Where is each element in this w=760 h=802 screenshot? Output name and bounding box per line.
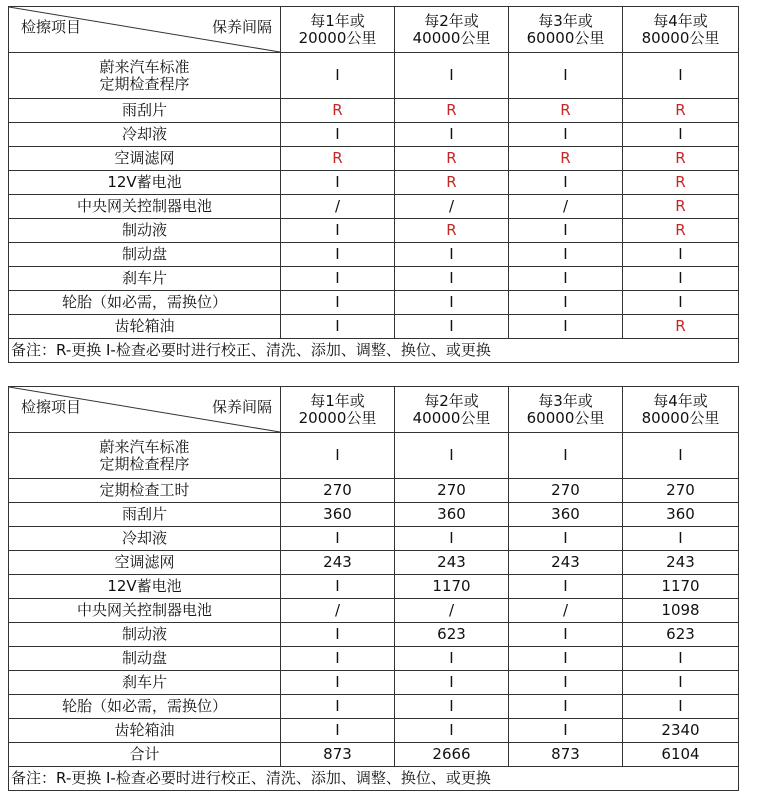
value-cell: I bbox=[623, 695, 739, 719]
value-cell: 1170 bbox=[395, 575, 509, 599]
value-cell: I bbox=[395, 123, 509, 147]
value-cell: I bbox=[509, 719, 623, 743]
value-cell: 873 bbox=[281, 743, 395, 767]
interval-column-label: 保养间隔 bbox=[211, 18, 272, 36]
value-cell: I bbox=[509, 267, 623, 291]
value-cell: 270 bbox=[281, 479, 395, 503]
value-cell: I bbox=[623, 671, 739, 695]
note-text: 备注：R-更换 I-检查必要时进行校正、清洗、添加、调整、换位、或更换 bbox=[9, 767, 739, 791]
value-cell: I bbox=[281, 433, 395, 479]
item-cell: 雨刮片 bbox=[9, 99, 281, 123]
value-cell: I bbox=[623, 527, 739, 551]
value-cell: I bbox=[509, 53, 623, 99]
value-cell: R bbox=[623, 99, 739, 123]
value-cell: I bbox=[395, 243, 509, 267]
value-cell: I bbox=[509, 291, 623, 315]
interval-header-cell: 每4年或 80000公里 bbox=[623, 387, 739, 433]
value-cell: 623 bbox=[395, 623, 509, 647]
table-row bbox=[9, 479, 739, 503]
table-body bbox=[9, 387, 739, 791]
value-cell: 360 bbox=[281, 503, 395, 527]
value-cell: R bbox=[395, 147, 509, 171]
table-row bbox=[9, 599, 739, 623]
item-cell: 刹车片 bbox=[9, 671, 281, 695]
diagonal-header-cell bbox=[9, 7, 281, 53]
value-cell: I bbox=[623, 123, 739, 147]
value-cell: / bbox=[395, 195, 509, 219]
item-cell: 空调滤网 bbox=[9, 147, 281, 171]
note-text: 备注：R-更换 I-检查必要时进行校正、清洗、添加、调整、换位、或更换 bbox=[9, 339, 739, 363]
table-row bbox=[9, 195, 739, 219]
value-cell: R bbox=[623, 315, 739, 339]
value-cell: I bbox=[509, 671, 623, 695]
interval-column-label: 保养间隔 bbox=[211, 398, 272, 416]
maintenance-cost-table bbox=[8, 386, 739, 791]
value-cell: I bbox=[509, 695, 623, 719]
item-cell: 齿轮箱油 bbox=[9, 315, 281, 339]
interval-header-cell: 每1年或 20000公里 bbox=[281, 7, 395, 53]
value-cell: I bbox=[281, 527, 395, 551]
value-cell: 270 bbox=[509, 479, 623, 503]
item-cell: 中央网关控制器电池 bbox=[9, 195, 281, 219]
value-cell: I bbox=[281, 267, 395, 291]
value-cell: 2666 bbox=[395, 743, 509, 767]
value-cell: I bbox=[395, 647, 509, 671]
item-cell: 刹车片 bbox=[9, 267, 281, 291]
table-row bbox=[9, 647, 739, 671]
interval-header-cell: 每4年或 80000公里 bbox=[623, 7, 739, 53]
value-cell: 270 bbox=[395, 479, 509, 503]
value-cell: I bbox=[395, 267, 509, 291]
value-cell: I bbox=[623, 433, 739, 479]
value-cell: I bbox=[623, 243, 739, 267]
item-cell: 制动盘 bbox=[9, 243, 281, 267]
table-row bbox=[9, 267, 739, 291]
value-cell: I bbox=[509, 123, 623, 147]
value-cell: 2340 bbox=[623, 719, 739, 743]
table-row bbox=[9, 99, 739, 123]
table-row bbox=[9, 433, 739, 479]
value-cell: I bbox=[395, 53, 509, 99]
interval-header-cell: 每2年或 40000公里 bbox=[395, 387, 509, 433]
value-cell: 270 bbox=[623, 479, 739, 503]
header-row bbox=[9, 7, 739, 53]
value-cell: 243 bbox=[509, 551, 623, 575]
value-cell: 360 bbox=[623, 503, 739, 527]
table-row bbox=[9, 671, 739, 695]
value-cell: R bbox=[281, 147, 395, 171]
item-cell: 雨刮片 bbox=[9, 503, 281, 527]
table-row bbox=[9, 719, 739, 743]
item-cell: 制动液 bbox=[9, 219, 281, 243]
item-cell: 合计 bbox=[9, 743, 281, 767]
interval-header-cell: 每3年或 60000公里 bbox=[509, 7, 623, 53]
value-cell: I bbox=[395, 291, 509, 315]
value-cell: I bbox=[281, 171, 395, 195]
interval-header-cell: 每1年或 20000公里 bbox=[281, 387, 395, 433]
value-cell: / bbox=[509, 599, 623, 623]
value-cell: I bbox=[623, 53, 739, 99]
value-cell: R bbox=[395, 171, 509, 195]
value-cell: 873 bbox=[509, 743, 623, 767]
value-cell: I bbox=[281, 291, 395, 315]
item-column-label: 检擦项目 bbox=[21, 398, 82, 416]
table-row bbox=[9, 291, 739, 315]
table-row bbox=[9, 147, 739, 171]
item-cell: 空调滤网 bbox=[9, 551, 281, 575]
value-cell: 243 bbox=[395, 551, 509, 575]
interval-header-cell: 每3年或 60000公里 bbox=[509, 387, 623, 433]
value-cell: R bbox=[509, 147, 623, 171]
value-cell: I bbox=[509, 433, 623, 479]
value-cell: I bbox=[395, 433, 509, 479]
item-cell: 12V蓄电池 bbox=[9, 171, 281, 195]
item-cell: 蔚来汽车标准 定期检查程序 bbox=[9, 433, 281, 479]
value-cell: 6104 bbox=[623, 743, 739, 767]
item-cell: 制动盘 bbox=[9, 647, 281, 671]
table-row bbox=[9, 123, 739, 147]
value-cell: R bbox=[623, 147, 739, 171]
value-cell: R bbox=[509, 99, 623, 123]
value-cell: I bbox=[395, 671, 509, 695]
value-cell: I bbox=[281, 123, 395, 147]
value-cell: I bbox=[509, 243, 623, 267]
value-cell: R bbox=[623, 219, 739, 243]
item-cell: 轮胎（如必需，需换位） bbox=[9, 291, 281, 315]
value-cell: R bbox=[281, 99, 395, 123]
table-body bbox=[9, 7, 739, 363]
item-cell: 12V蓄电池 bbox=[9, 575, 281, 599]
item-cell: 轮胎（如必需，需换位） bbox=[9, 695, 281, 719]
value-cell: I bbox=[509, 575, 623, 599]
interval-header-cell: 每2年或 40000公里 bbox=[395, 7, 509, 53]
value-cell: R bbox=[623, 171, 739, 195]
value-cell: I bbox=[281, 695, 395, 719]
table-row bbox=[9, 527, 739, 551]
value-cell: 1098 bbox=[623, 599, 739, 623]
table-row bbox=[9, 315, 739, 339]
value-cell: I bbox=[281, 719, 395, 743]
value-cell: I bbox=[281, 243, 395, 267]
value-cell: I bbox=[281, 623, 395, 647]
table-row bbox=[9, 551, 739, 575]
value-cell: I bbox=[623, 291, 739, 315]
value-cell: I bbox=[509, 527, 623, 551]
value-cell: 360 bbox=[509, 503, 623, 527]
value-cell: I bbox=[281, 647, 395, 671]
table-row bbox=[9, 243, 739, 267]
value-cell: I bbox=[395, 719, 509, 743]
value-cell: / bbox=[281, 599, 395, 623]
item-cell: 冷却液 bbox=[9, 527, 281, 551]
item-cell: 制动液 bbox=[9, 623, 281, 647]
value-cell: 243 bbox=[281, 551, 395, 575]
note-row bbox=[9, 767, 739, 791]
value-cell: / bbox=[281, 195, 395, 219]
table-row bbox=[9, 503, 739, 527]
value-cell: 1170 bbox=[623, 575, 739, 599]
table-row bbox=[9, 171, 739, 195]
value-cell: I bbox=[623, 267, 739, 291]
item-cell: 中央网关控制器电池 bbox=[9, 599, 281, 623]
value-cell: / bbox=[509, 195, 623, 219]
value-cell: I bbox=[509, 171, 623, 195]
table-row bbox=[9, 219, 739, 243]
note-row bbox=[9, 339, 739, 363]
value-cell: I bbox=[395, 315, 509, 339]
value-cell: I bbox=[509, 623, 623, 647]
value-cell: I bbox=[509, 219, 623, 243]
value-cell: 623 bbox=[623, 623, 739, 647]
value-cell: I bbox=[623, 647, 739, 671]
value-cell: I bbox=[281, 671, 395, 695]
value-cell: I bbox=[281, 575, 395, 599]
value-cell: I bbox=[281, 219, 395, 243]
value-cell: I bbox=[395, 527, 509, 551]
table-row bbox=[9, 695, 739, 719]
value-cell: 360 bbox=[395, 503, 509, 527]
value-cell: I bbox=[509, 647, 623, 671]
table-row bbox=[9, 623, 739, 647]
value-cell: I bbox=[509, 315, 623, 339]
value-cell: I bbox=[395, 695, 509, 719]
item-cell: 冷却液 bbox=[9, 123, 281, 147]
value-cell: R bbox=[395, 219, 509, 243]
item-cell: 蔚来汽车标准 定期检查程序 bbox=[9, 53, 281, 99]
table-row bbox=[9, 53, 739, 99]
value-cell: I bbox=[281, 315, 395, 339]
item-cell: 定期检查工时 bbox=[9, 479, 281, 503]
maintenance-schedule-table bbox=[8, 6, 739, 363]
value-cell: R bbox=[395, 99, 509, 123]
item-cell: 齿轮箱油 bbox=[9, 719, 281, 743]
diagonal-header-cell bbox=[9, 387, 281, 433]
table-row bbox=[9, 743, 739, 767]
value-cell: 243 bbox=[623, 551, 739, 575]
item-column-label: 检擦项目 bbox=[21, 18, 82, 36]
value-cell: R bbox=[623, 195, 739, 219]
value-cell: / bbox=[395, 599, 509, 623]
header-row bbox=[9, 387, 739, 433]
table-row bbox=[9, 575, 739, 599]
value-cell: I bbox=[281, 53, 395, 99]
